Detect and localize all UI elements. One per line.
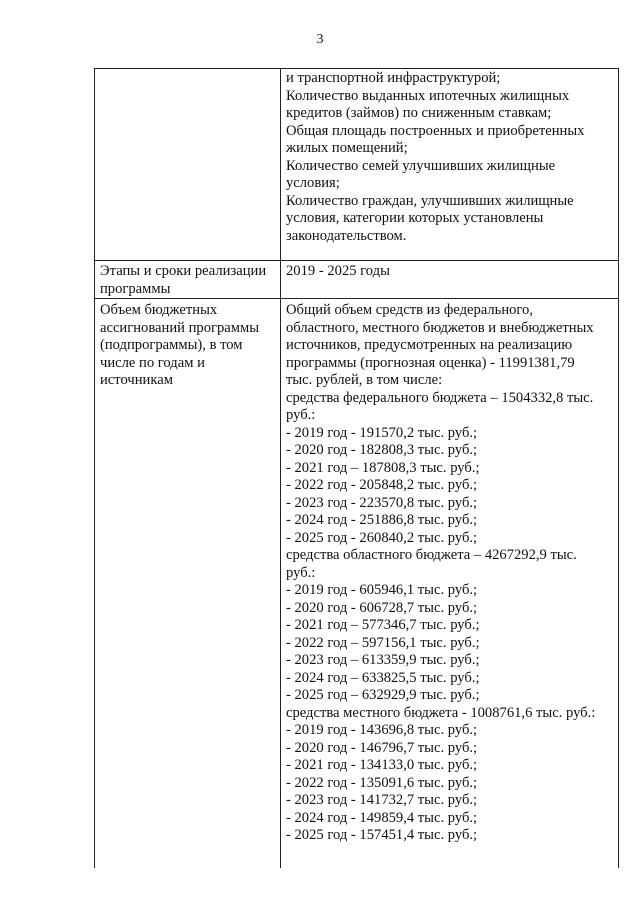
text-line: Количество граждан, улучшивших жилищные <box>286 192 574 209</box>
text-line: (подпрограммы), в том <box>100 337 243 353</box>
text-line: - 2024 год - 251886,8 тыс. руб.; <box>286 512 478 528</box>
text-line: Объем бюджетных <box>100 302 218 318</box>
text-line: - 2025 год – 632929,9 тыс. руб.; <box>286 687 480 703</box>
text-line: ассигнований программы <box>100 319 260 336</box>
text-line: жилых помещений; <box>286 140 408 156</box>
text-line: средства местного бюджета - 1008761,6 тыс. руб.: <box>286 704 596 721</box>
text-line: - 2019 год - 191570,2 тыс. руб.; <box>286 424 478 441</box>
text-line: - 2023 год - 223570,8 тыс. руб.; <box>286 494 478 511</box>
text-line: числе по годам и <box>100 354 205 371</box>
text-line: - 2025 год - 260840,2 тыс. руб.; <box>286 529 478 546</box>
text-line: Общий объем средств из федерального, <box>286 302 533 318</box>
text-line: кредитов (займов) по сниженным ставкам; <box>286 105 552 121</box>
text-line: законодательством. <box>286 227 407 244</box>
text-line: - 2019 год - 143696,8 тыс. руб.; <box>286 722 478 738</box>
text-line: - 2021 год – 187808,3 тыс. руб.; <box>286 459 480 476</box>
indicators-cell <box>286 70 616 245</box>
text-line: Этапы и сроки реализации <box>100 263 267 279</box>
text-line: - 2020 год - 182808,3 тыс. руб.; <box>286 442 478 458</box>
text-line: - 2019 год - 605946,1 тыс. руб.; <box>286 582 478 598</box>
stages-value-cell <box>286 263 616 281</box>
stages-label-cell <box>100 263 280 298</box>
text-line: условия; <box>286 175 340 191</box>
text-line: Количество выданных ипотечных жилищных <box>286 87 570 104</box>
table-row-stages <box>94 260 619 298</box>
text-line: и транспортной инфраструктурой; <box>286 70 501 86</box>
text-line: - 2023 год - 141732,7 тыс. руб.; <box>286 792 478 808</box>
text-line: - 2022 год - 135091,6 тыс. руб.; <box>286 774 478 791</box>
text-line: тыс. рублей, в том числе: <box>286 372 443 388</box>
table-row-indicators <box>94 68 619 260</box>
budget-label-cell <box>100 302 280 390</box>
text-line: программы <box>100 280 171 297</box>
page-number: 3 <box>316 32 324 47</box>
text-line: - 2025 год - 157451,4 тыс. руб.; <box>286 827 478 843</box>
text-line: программы (прогнозная оценка) - 11991381,79 <box>286 354 575 371</box>
text-line: средства областного бюджета – 4267292,9 тыс. <box>286 547 577 563</box>
text-line: - 2021 год – 577346,7 тыс. руб.; <box>286 617 480 633</box>
text-line: - 2020 год - 146796,7 тыс. руб.; <box>286 739 478 756</box>
text-line: - 2024 год - 149859,4 тыс. руб.; <box>286 809 478 826</box>
stages-value: 2019 - 2025 годы <box>286 263 390 279</box>
text-line: - 2022 год - 205848,2 тыс. руб.; <box>286 477 478 493</box>
budget-value-cell <box>286 302 616 845</box>
text-line: Общая площадь построенных и приобретенных <box>286 122 585 139</box>
text-line: условия, категории которых установлены <box>286 210 544 226</box>
text-line: источников, предусмотренных на реализацию <box>286 337 573 353</box>
table-row-budget <box>94 298 619 868</box>
text-line: источникам <box>100 372 173 388</box>
text-line: - 2022 год – 597156,1 тыс. руб.; <box>286 634 480 651</box>
text-line: - 2021 год - 134133,0 тыс. руб.; <box>286 757 478 773</box>
text-line: средства федерального бюджета – 1504332,8 тыс. <box>286 389 594 406</box>
text-line: руб.: <box>286 564 316 581</box>
program-passport-table <box>94 68 619 868</box>
text-line: руб.: <box>286 407 316 423</box>
text-line: - 2020 год - 606728,7 тыс. руб.; <box>286 599 478 616</box>
text-line: областного, местного бюджетов и внебюджетных <box>286 319 594 336</box>
text-line: Количество семей улучшивших жилищные <box>286 157 556 174</box>
text-line: - 2024 год – 633825,5 тыс. руб.; <box>286 669 480 686</box>
text-line: - 2023 год – 613359,9 тыс. руб.; <box>286 652 480 668</box>
